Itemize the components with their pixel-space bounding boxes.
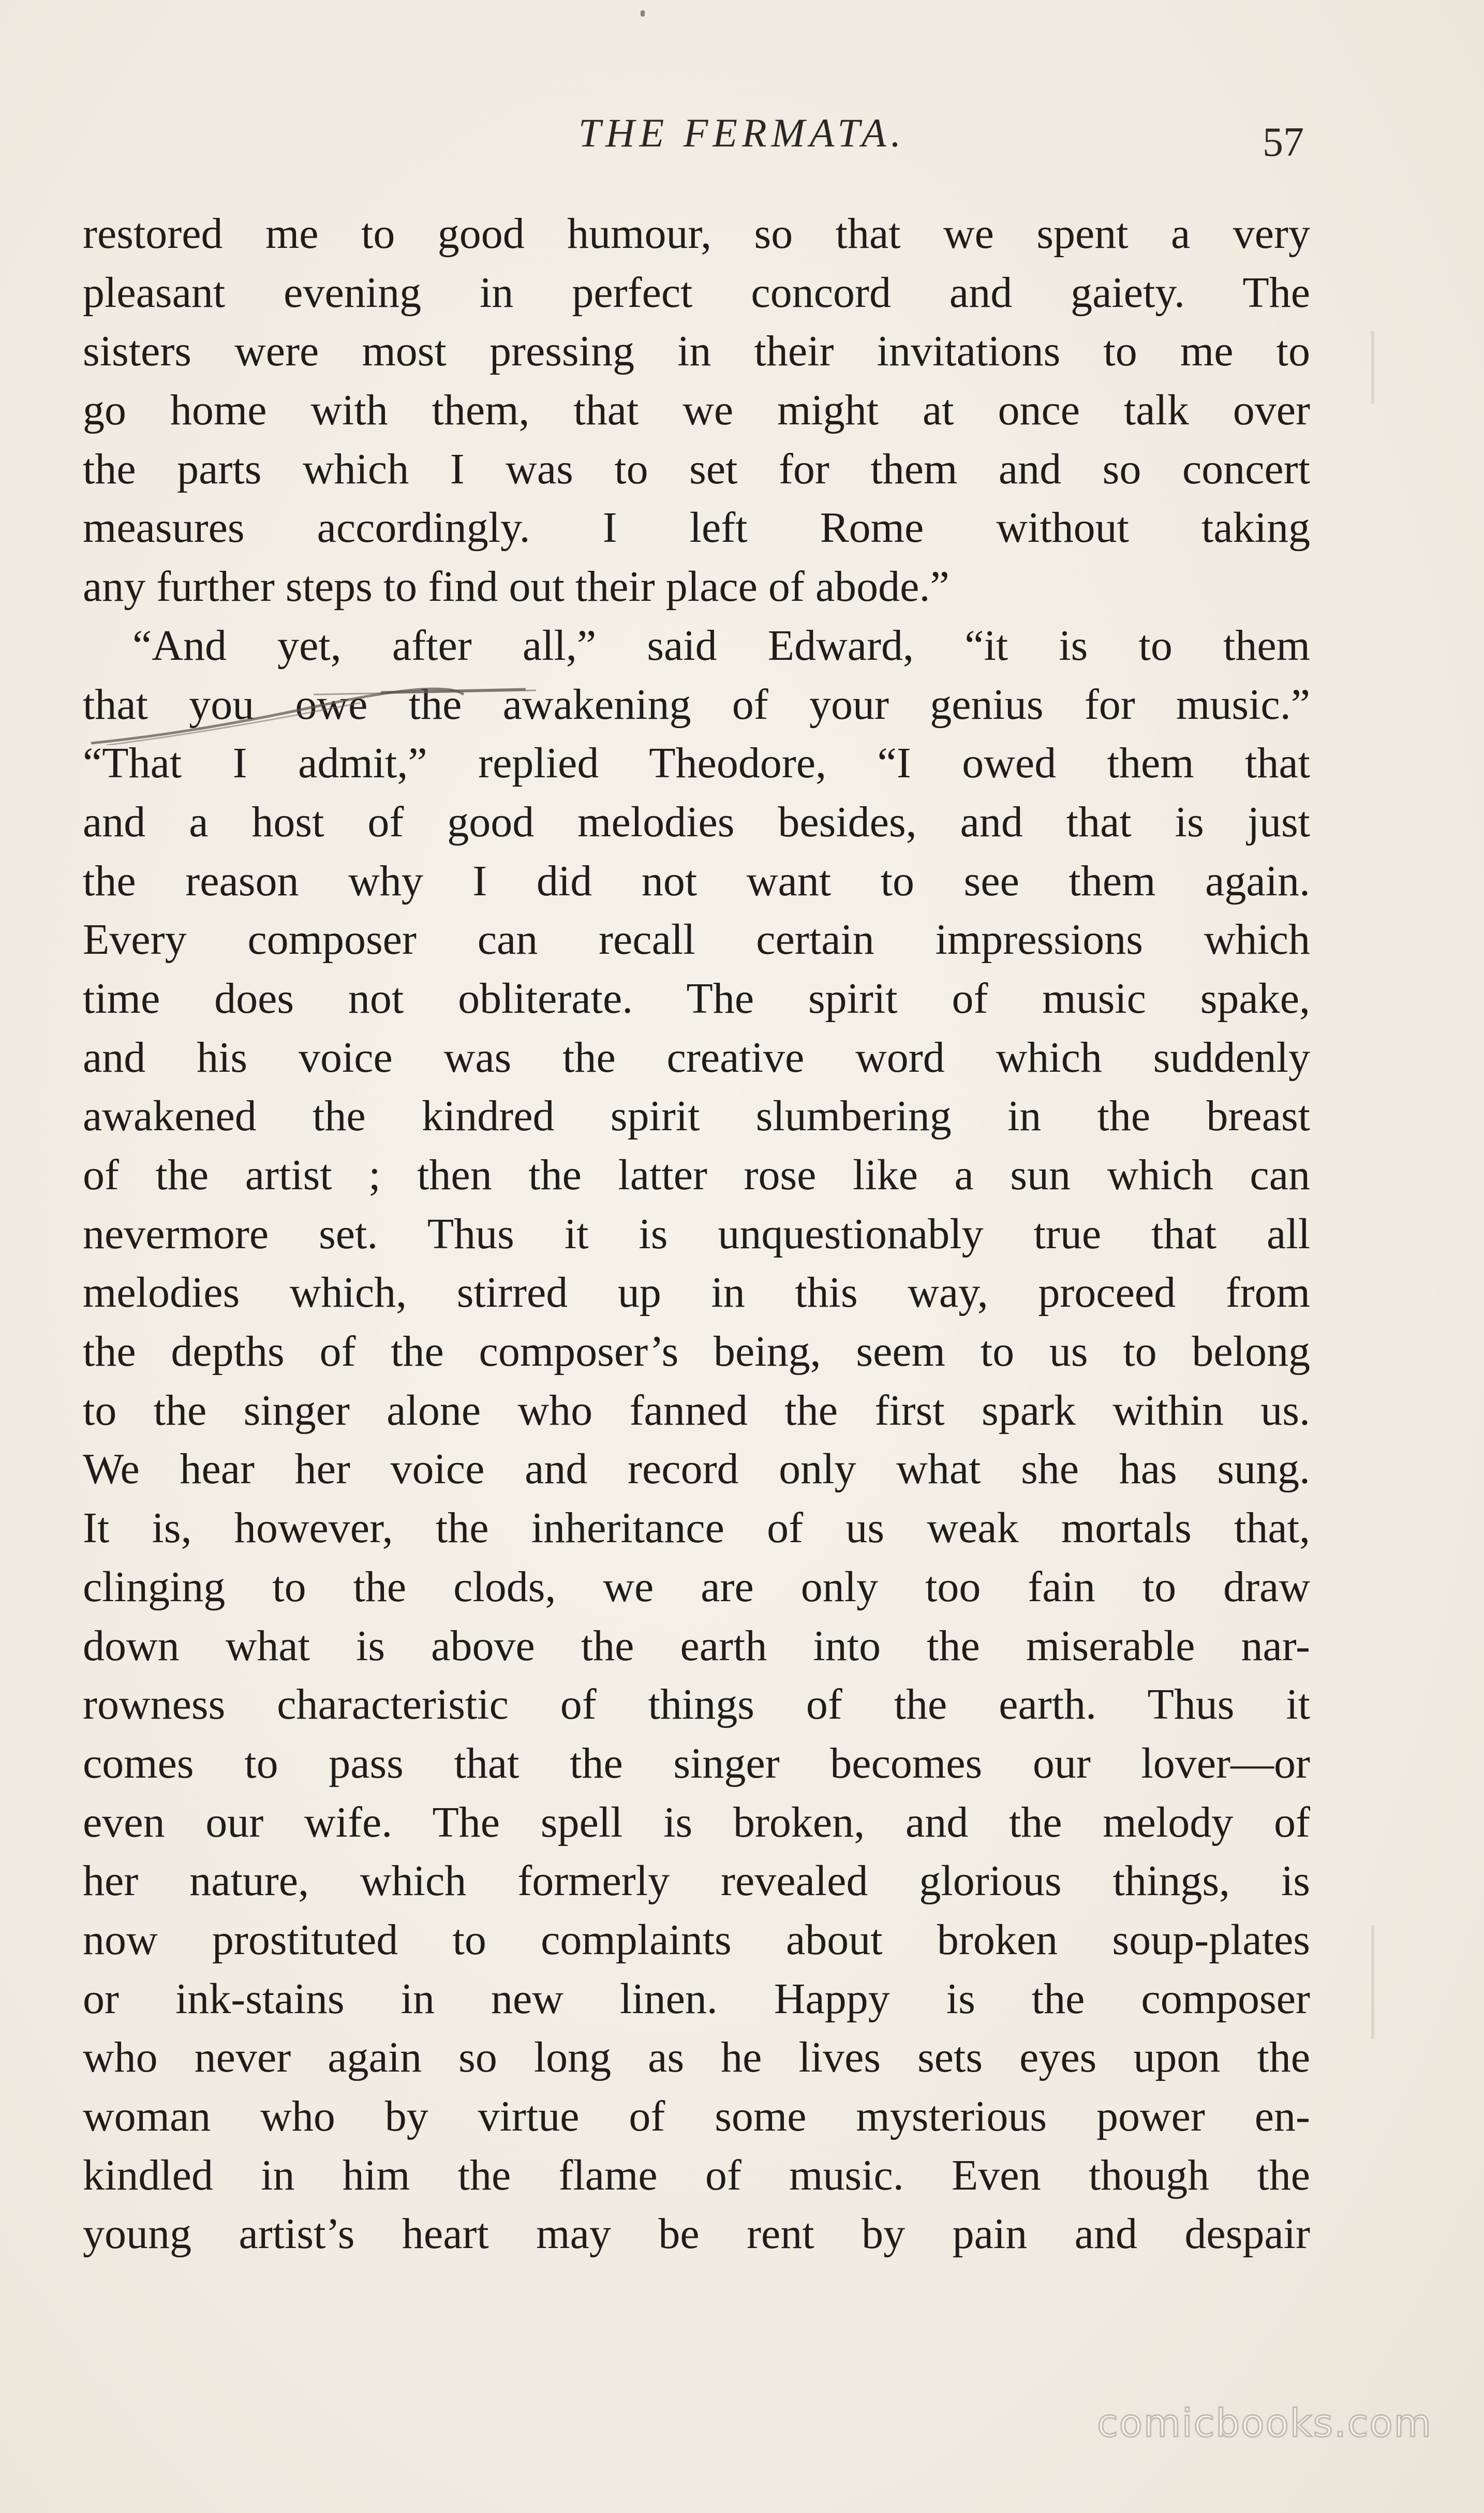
text-line: of the artist ; then the latter rose like a sun which can: [83, 1151, 1310, 1199]
text-line: young artist’s heart may be rent by pain and despair: [83, 2210, 1310, 2258]
text-line: time does not obliterate. The spirit of music spake,: [83, 974, 1310, 1023]
text-line: “That I admit,” replied Theodore, “I owed them that: [83, 739, 1310, 788]
text-line: melodies which, stirred up in this way, proceed from: [83, 1268, 1310, 1317]
text-line: the depths of the composer’s being, seem to us to belong: [83, 1327, 1310, 1376]
text-line: comes to pass that the singer becomes our lover—or: [83, 1739, 1310, 1787]
text-line: even our wife. The spell is broken, and the melody of: [83, 1798, 1310, 1846]
text-line: It is, however, the inheritance of us weak mortals that,: [83, 1504, 1310, 1553]
body-text: [83, 204, 1310, 2264]
ink-speck: [641, 10, 645, 17]
text-line: the parts which I was to set for them and so concert: [83, 445, 1310, 493]
text-line: sisters were most pressing in their invitations to me to: [83, 327, 1310, 376]
margin-pencil-mark: [1371, 1925, 1374, 2039]
text-line: pleasant evening in perfect concord and gaiety. The: [83, 268, 1310, 317]
text-line: and his voice was the creative word which suddenly: [83, 1033, 1310, 1082]
text-line: to the singer alone who fanned the first spark within us.: [83, 1386, 1310, 1435]
text-line: kindled in him the flame of music. Even though the: [83, 2151, 1310, 2199]
text-line: rowness characteristic of things of the earth. Thus it: [83, 1680, 1310, 1729]
text-line: restored me to good humour, so that we spent a very: [83, 210, 1310, 258]
text-line: any further steps to find out their place of abode.”: [83, 563, 949, 611]
text-line: nevermore set. Thus it is unquestionably true that all: [83, 1209, 1310, 1258]
text-line: her nature, which formerly revealed glorious things, is: [83, 1857, 1310, 1905]
text-line: who never again so long as he lives sets eyes upon the: [83, 2033, 1310, 2082]
text-line: “And yet, after all,” said Edward, “it is to them: [132, 621, 1310, 670]
text-line: woman who by virtue of some mysterious power en-: [83, 2092, 1310, 2140]
page-number: 57: [1263, 120, 1304, 165]
text-line: measures accordingly. I left Rome without taking: [83, 504, 1310, 552]
text-line: down what is above the earth into the miserable nar-: [83, 1621, 1310, 1670]
text-line: awakened the kindred spirit slumbering in the breast: [83, 1092, 1310, 1141]
watermark-logo: comicbooks.com: [1097, 2401, 1432, 2446]
text-line: Every composer can recall certain impressions which: [83, 915, 1310, 964]
text-line: clinging to the clods, we are only too fain to draw: [83, 1562, 1310, 1611]
text-line: and a host of good melodies besides, and that is just: [83, 797, 1310, 846]
text-line: now prostituted to complaints about broken soup-plates: [83, 1915, 1310, 1964]
text-line: go home with them, that we might at once talk over: [83, 386, 1310, 435]
running-title: THE FERMATA.: [578, 110, 906, 155]
text-line: or ink-stains in new linen. Happy is the composer: [83, 1974, 1310, 2023]
text-line: the reason why I did not want to see them again.: [83, 856, 1310, 905]
text-line: We hear her voice and record only what she has sung.: [83, 1445, 1310, 1494]
text-line: that you owe the awakening of your genius for music.”: [83, 680, 1310, 729]
margin-pencil-mark: [1371, 331, 1374, 404]
